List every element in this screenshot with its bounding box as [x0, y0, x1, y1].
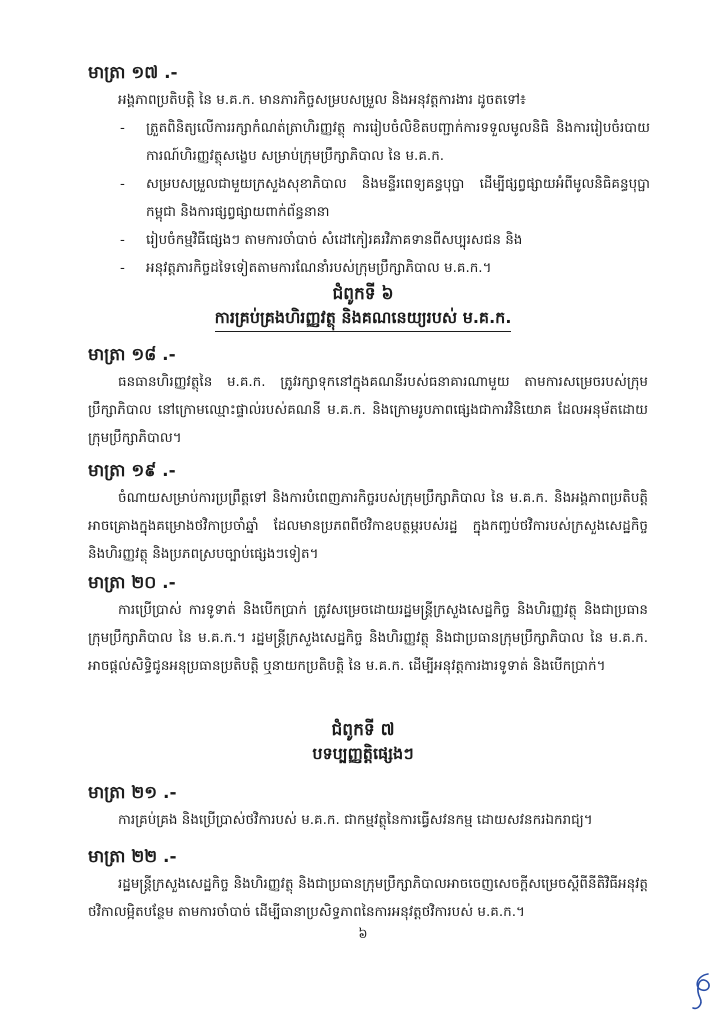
chapter-6-title: ការគ្រប់គ្រងហិរញ្ញវត្ថុ និងគណនេយ្យរបស់ ម.គ.ក. [215, 306, 512, 332]
list-item: - រៀបចំកម្មវិធីផ្សេងៗ តាមការចាំបាច់ សំដៅកៀរគរវិភាគទានពីសប្បុរសជន និង [118, 226, 650, 254]
article-19-body: ចំណាយសម្រាប់ការប្រព្រឹត្តទៅ និងការបំពេញភារកិច្ចរបស់ក្រុមប្រឹក្សាភិបាល នៃ ម.គ.ក. និងអង្គភាពប្រតិបត្តិ អាចគ្រោងក្នុងគម្រោងថវិកាប្រចាំឆ្នាំ ដែលមានប្រភពពីថវិកាឧបត្ថម្ភរបស់រដ្ឋ ក្នុងកញ្ចប់ថវិការបស់ក្រសួងសេដ្ឋកិច្ច និងហិរញ្ញវត្ថុ និងប្រភពស្របច្បាប់ផ្សេងៗទៀត។ [88, 490, 648, 562]
article-18-body: ធនធានហិរញ្ញវត្ថុនៃ ម.គ.ក. ត្រូវរក្សាទុកនៅក្នុងគណនីរបស់ធនាគារណាមួយ តាមការសម្រេចរបស់ក្រុមប្រឹក្សាភិបាល នៅក្រោមឈ្មោះផ្ទាល់របស់គណនី ម.គ.ក. និងក្រោមរូបភាពផ្សេងជាការវិនិយោគ ដែលអនុម័តដោយក្រុមប្រឹក្សាភិបាល។ [88, 374, 648, 446]
article-18-heading: មាត្រា ១៨ .- [88, 345, 176, 365]
article-19-heading: មាត្រា ១៩ .- [88, 461, 176, 481]
article-17-duties-list [118, 114, 650, 282]
article-22-heading: មាត្រា ២២ .- [88, 847, 177, 867]
chapter-7-header [0, 718, 726, 767]
chapter-7-title: បទប្បញ្ញត្តិផ្សេងៗ [312, 744, 414, 763]
list-item: - អនុវត្តភារកិច្ចដទៃទៀតតាមការណែនាំរបស់ក្រុមប្រឹក្សាភិបាល ម.គ.ក.។ [118, 254, 650, 282]
chapter-6-number: ជំពូកទី ៦ [332, 284, 394, 304]
article-20-heading: មាត្រា ២០ .- [88, 573, 176, 593]
article-17-intro: អង្គភាពប្រតិបត្តិ នៃ ម.គ.ក. មានភារកិច្ចសម្របសម្រួល និងអនុវត្តការងារ ដូចតទៅ៖ [118, 92, 526, 108]
article-20-body: ការប្រើប្រាស់ ការទូទាត់ និងបើកប្រាក់ ត្រូវសម្រេចដោយរដ្ឋមន្ត្រីក្រសួងសេដ្ឋកិច្ច និងហិរញ្ញវត្ថុ និងជាប្រធានក្រុមប្រឹក្សាភិបាល នៃ ម.គ.ក.។ រដ្ឋមន្ត្រីក្រសួងសេដ្ឋកិច្ច និងហិរញ្ញវត្ថុ និងជាប្រធានក្រុមប្រឹក្សាភិបាល នៃ ម.គ.ក. អាចផ្ដល់សិទ្ធិជូនអនុប្រធានប្រតិបត្តិ ឬនាយកប្រតិបត្តិ នៃ ម.គ.ក. ដើម្បីអនុវត្តការងារទូទាត់ និងបើកប្រាក់។ [88, 602, 648, 674]
list-item: - ត្រួតពិនិត្យលើការរក្សាកំណត់ត្រាហិរញ្ញវត្ថុ ការរៀបចំលិខិតបញ្ជាក់ការទទួលមូលនិធិ និងការរៀបចំរបាយការណ៍ហិរញ្ញវត្ថុសង្ខេប សម្រាប់ក្រុមប្រឹក្សាភិបាល នៃ ម.គ.ក. [118, 114, 650, 170]
article-22-body: រដ្ឋមន្ត្រីក្រសួងសេដ្ឋកិច្ច និងហិរញ្ញវត្ថុ និងជាប្រធានក្រុមប្រឹក្សាភិបាលអាចចេញសេចក្ដីសម្រេចស្ដីពីនីតិវិធីអនុវត្តថវិកាលម្អិតបន្ថែម តាមការចាំបាច់ ដើម្បីធានាប្រសិទ្ធភាពនៃការអនុវត្តថវិការបស់ ម.គ.ក.។ [88, 876, 648, 920]
chapter-6-header [0, 282, 726, 332]
handwritten-initial-mark [688, 970, 718, 1014]
article-17-heading: មាត្រា ១៧ .- [88, 63, 178, 83]
article-21-body: ការគ្រប់គ្រង និងប្រើប្រាស់ថវិការបស់ ម.គ.ក. ជាកម្មវត្ថុនៃការធ្វើសវនកម្ម ដោយសវនករឯករាជ្យ។ [118, 812, 593, 828]
list-item: - សម្របសម្រួលជាមួយក្រសួងសុខាភិបាល និងមន្ទីរពេទ្យគន្ធបុប្ផា ដើម្បីផ្សព្វផ្សាយអំពីមូលនិធិគន្ធបុប្ផាកម្ពុជា និងការផ្សព្វផ្សាយពាក់ព័ន្ធនានា [118, 170, 650, 226]
chapter-7-number: ជំពូកទី ៧ [331, 720, 395, 740]
page-number: ៦ [358, 927, 368, 942]
article-21-heading: មាត្រា ២១ .- [88, 783, 177, 803]
